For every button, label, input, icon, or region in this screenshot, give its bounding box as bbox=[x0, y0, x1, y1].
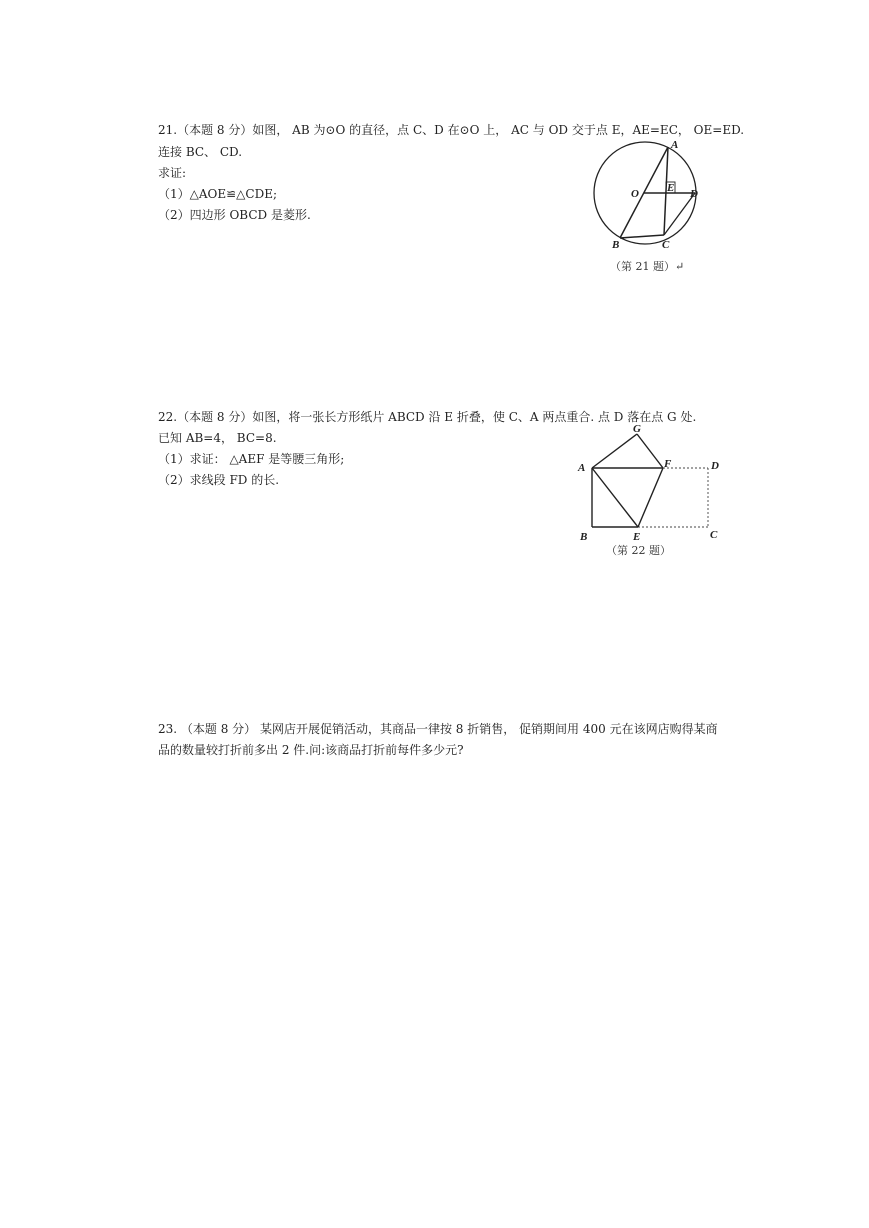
q21-part2: （2）四边形 OBCD 是菱形. bbox=[158, 208, 311, 222]
q21-part1: （1）△AOE≌△CDE; bbox=[158, 187, 278, 201]
q22-label-g: G bbox=[633, 423, 641, 435]
q21-figure-caption: （第 21 题）↵ bbox=[610, 260, 685, 273]
q21-label-d: D bbox=[690, 188, 698, 200]
q22-line1: 22.（本题 8 分）如图，将一张长方形纸片 ABCD 沿 E 折叠，使 C、A 两点重合. 点 D 落在点 G 处. bbox=[158, 410, 697, 424]
q22-label-a: A bbox=[578, 462, 586, 474]
q22-label-d: D bbox=[711, 460, 719, 472]
q22-figure bbox=[575, 420, 725, 545]
q21-label-c: C bbox=[662, 239, 670, 251]
q21-line1: 21.（本题 8 分）如图， AB 为⊙O 的直径，点 C、D 在⊙O 上， AC 与 OD 交于点 E，AE=EC， OE=ED. bbox=[158, 123, 745, 137]
q22-label-c: C bbox=[710, 529, 718, 541]
q22-figure-caption: （第 22 题） bbox=[606, 544, 671, 557]
q22-label-b: B bbox=[580, 531, 588, 543]
q22-label-e: E bbox=[633, 531, 641, 543]
q21-segment-bc bbox=[620, 235, 664, 238]
q21-label-b: B bbox=[612, 239, 620, 251]
q21-label-o: O bbox=[631, 188, 639, 200]
q22-segment-ag bbox=[592, 434, 637, 468]
q21-figure bbox=[590, 138, 720, 253]
q22-label-f: F bbox=[664, 458, 672, 470]
q23-line1: 23. （本题 8 分） 某网店开展促销活动，其商品一律按 8 折销售， 促销期间用 400 元在该网店购得某商 bbox=[158, 722, 718, 736]
q22-segment-ae bbox=[592, 468, 638, 527]
q22-part1: （1）求证： △AEF 是等腰三角形; bbox=[158, 452, 345, 466]
q22-segment-fe bbox=[638, 468, 663, 527]
q23-line2: 品的数量较打折前多出 2 件.问:该商品打折前每件多少元? bbox=[158, 743, 464, 757]
q22-line2: 已知 AB=4， BC=8. bbox=[158, 431, 277, 445]
q21-prove: 求证: bbox=[158, 166, 187, 180]
q22-segment-gf bbox=[637, 434, 663, 468]
q21-label-e: E bbox=[667, 182, 675, 194]
q21-label-a: A bbox=[671, 139, 679, 151]
q21-line2: 连接 BC、 CD. bbox=[158, 145, 243, 159]
q22-part2: （2）求线段 FD 的长. bbox=[158, 473, 280, 487]
